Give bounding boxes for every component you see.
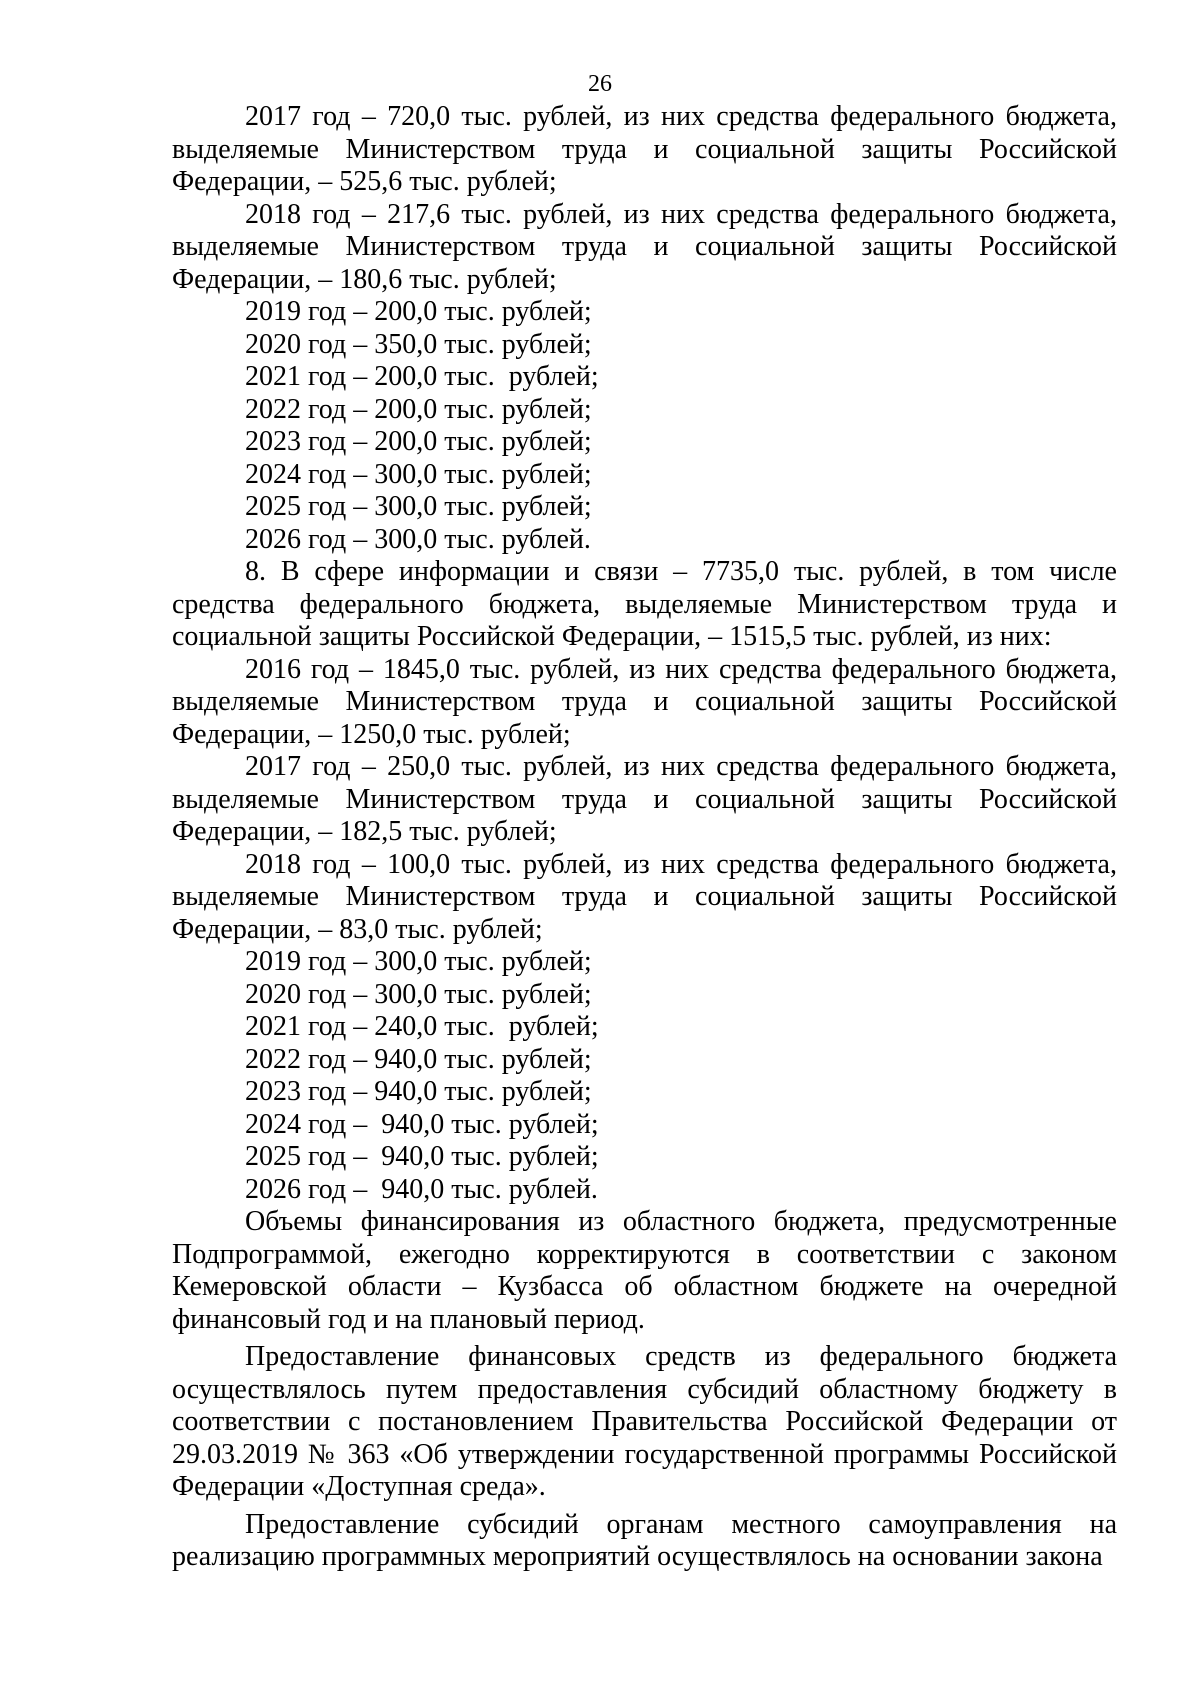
paragraph-funding-volumes: Объемы финансирования из областного бюджета, предусмотренные Подпрограммой, ежегодно корректируются в соответствии с законом Кемеровской области – Кузбасса об областном бюджете на очередной финансовый год и на плановый период. <box>172 1206 1117 1335</box>
list-item: 2026 год – 300,0 тыс. рублей. <box>245 523 591 555</box>
list-item: 2020 год – 300,0 тыс. рублей; <box>245 978 592 1010</box>
list-item: 2020 год – 350,0 тыс. рублей; <box>245 328 592 360</box>
section-8-paragraph-2018: 2018 год – 100,0 тыс. рублей, из них средства федерального бюджета, выделяемые Министерством труда и социальной защиты Российской Федерации, – 83,0 тыс. рублей; <box>172 848 1117 945</box>
list-item: 2019 год – 200,0 тыс. рублей; <box>245 296 592 327</box>
paragraph-federal-funds: Предоставление финансовых средств из федерального бюджета осуществлялось путем предоставления субсидий областному бюджету в соответствии с постановлением Правительства Российской Федерации от 29.03.2019 № 363 «Об утверждении государственной программы Российской Федерации «Доступная среда». <box>172 1341 1117 1502</box>
section-8-intro: 8. В сфере информации и связи – 7735,0 тыс. рублей, в том числе средства федерального бюджета, выделяемые Министерством труда и социальной защиты Российской Федерации, – 1515,5 тыс. рублей, из них: <box>172 556 1117 652</box>
list-item: 2023 год – 940,0 тыс. рублей; <box>245 1076 592 1107</box>
section-8-paragraph-2017: 2017 год – 250,0 тыс. рублей, из них средства федерального бюджета, выделяемые Министерством труда и социальной защиты Российской Федерации, – 182,5 тыс. рублей; <box>172 751 1117 847</box>
list-item: 2026 год – 940,0 тыс. рублей. <box>245 1173 598 1205</box>
document-body <box>172 101 1117 1574</box>
paragraph-2017: 2017 год – 720,0 тыс. рублей, из них средства федерального бюджета, выделяемые Министерством труда и социальной защиты Российской Федерации, – 525,6 тыс. рублей; <box>172 101 1117 197</box>
list-item: 2022 год – 940,0 тыс. рублей; <box>245 1043 592 1075</box>
list-item: 2025 год – 940,0 тыс. рублей; <box>245 1141 599 1172</box>
list-item: 2021 год – 200,0 тыс. рублей; <box>245 361 599 392</box>
list-item: 2023 год – 200,0 тыс. рублей; <box>245 426 592 457</box>
list-item: 2019 год – 300,0 тыс. рублей; <box>245 946 592 977</box>
list-item: 2025 год – 300,0 тыс. рублей; <box>245 491 592 522</box>
paragraph-2018: 2018 год – 217,6 тыс. рублей, из них средства федерального бюджета, выделяемые Министерством труда и социальной защиты Российской Федерации, – 180,6 тыс. рублей; <box>172 198 1117 295</box>
section-8-paragraph-2016: 2016 год – 1845,0 тыс. рублей, из них средства федерального бюджета, выделяемые Министерством труда и социальной защиты Российской Федерации, – 1250,0 тыс. рублей; <box>172 653 1117 750</box>
list-item: 2024 год – 940,0 тыс. рублей; <box>245 1108 599 1140</box>
list-item: 2021 год – 240,0 тыс. рублей; <box>245 1011 599 1042</box>
paragraph-local-subsidies: Предоставление субсидий органам местного самоуправления на реализацию программных мероприятий осуществлялось на основании закона <box>172 1508 1117 1572</box>
list-item: 2022 год – 200,0 тыс. рублей; <box>245 393 592 425</box>
page-number: 26 <box>588 71 612 97</box>
list-item: 2024 год – 300,0 тыс. рублей; <box>245 458 592 490</box>
